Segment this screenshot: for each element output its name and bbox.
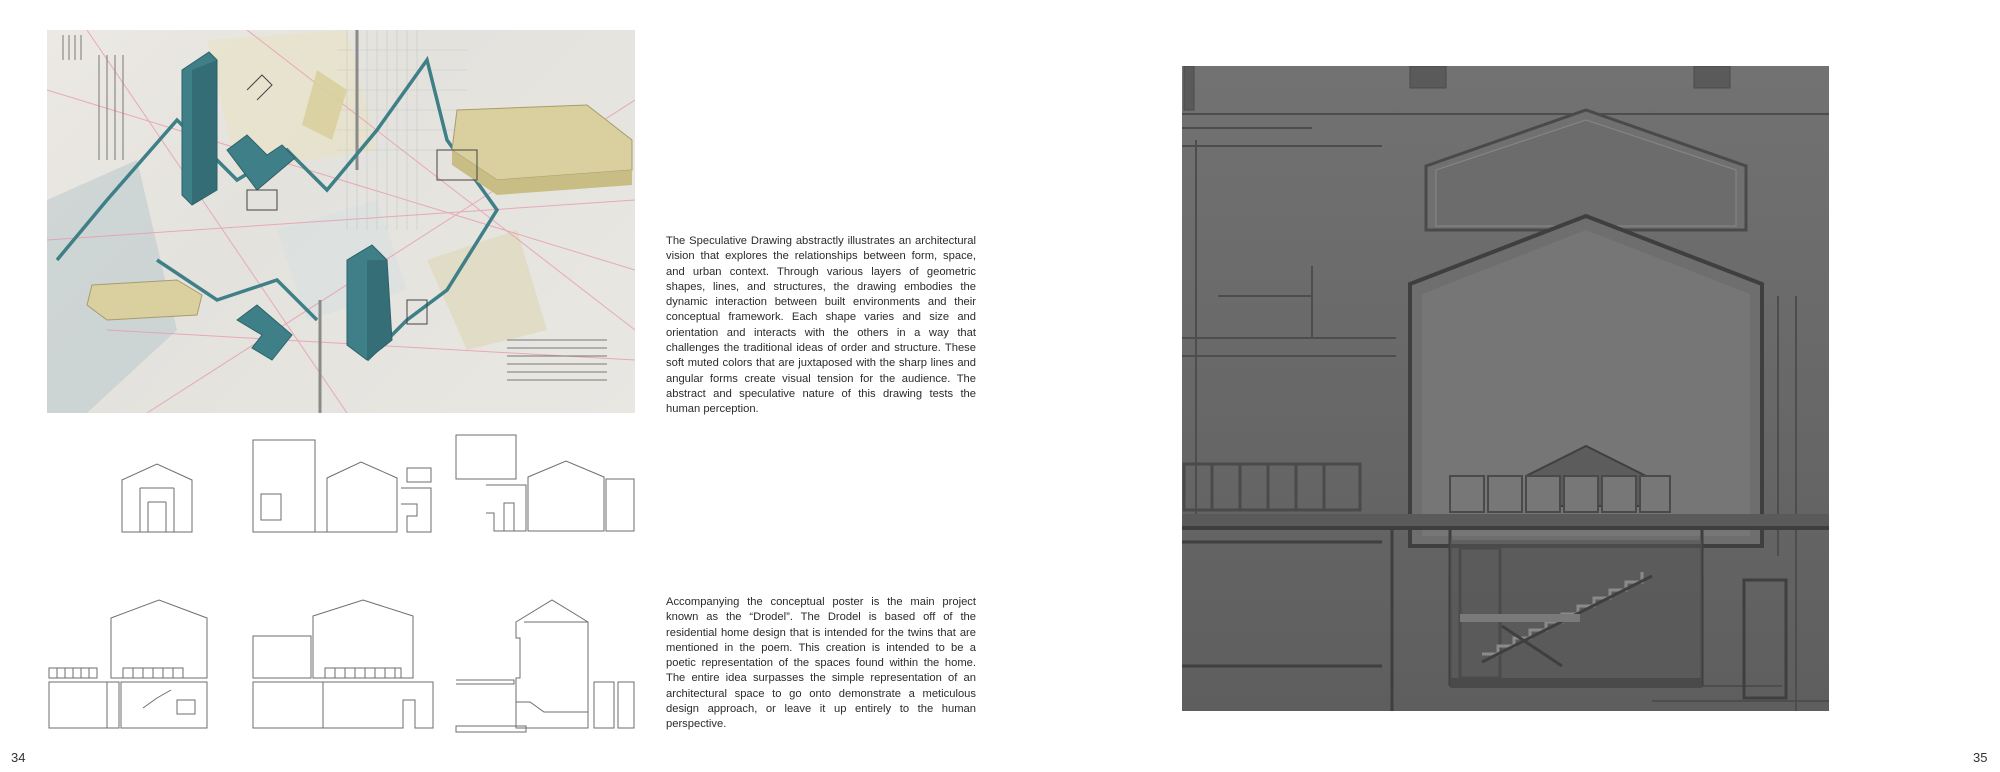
elevation-sketch-3 (454, 433, 636, 533)
speculative-drawing-poster (47, 30, 635, 413)
drodel-model-photo (1182, 66, 1829, 711)
speculative-drawing-description: The Speculative Drawing abstractly illustrates an architectural vision that explores the relationships between form, space, and urban context. Through various layers of geometric shapes, lines, and structures, the drawing embodies the dynamic interaction between built environments and their conceptual framework. Each shape varies and size and orientation and interacts with the others in a way that challenges the traditional ideas of order and structure. These soft muted colors that are juxtaposed with the sharp lines and angular forms create visual tension for the audience. The abstract and speculative nature of this drawing tests the human perception. (666, 235, 976, 416)
section-sketch-1 (47, 598, 213, 730)
page-number-left: 34 (11, 750, 26, 765)
elevation-sketch-1 (120, 462, 195, 534)
drodel-description: Accompanying the conceptual poster is the main project known as the “Drodel”. The Drodel is based off of the residential home design that is intended for the twins that are mentioned in the poem. This creation is intended to be a poetic representation of the spaces found within the home. The entire idea surpasses the simple representation of an architectural space to go onto demonstrate a meticulous design approach, or leave it up entirely to the human perspective. (666, 596, 976, 731)
page-number-right: 35 (1973, 750, 1988, 765)
elevation-sketch-2 (251, 438, 433, 534)
section-sketch-3 (454, 598, 636, 734)
section-sketch-2 (251, 598, 435, 730)
